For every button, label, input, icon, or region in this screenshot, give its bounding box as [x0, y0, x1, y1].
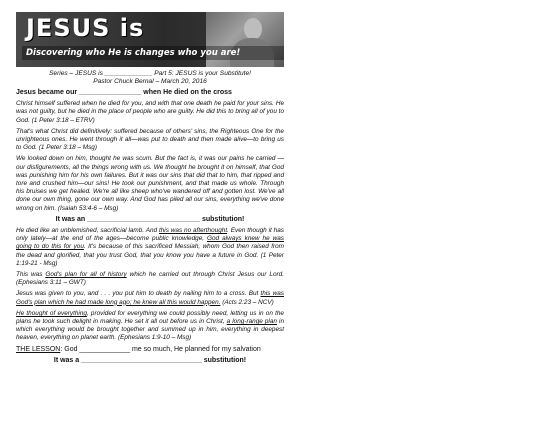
lesson-line: THE LESSON: God _____________ me so much, He planned for my salvation — [16, 345, 261, 353]
scripture-paragraph-2: That's what Christ did definitively: suffered because of others' sins, the Righteous One for the unrighteous ones. He went through it all—was put to death and then made alive—to bring us to God. (1 Peter 3:18 – Msg) — [16, 127, 284, 152]
fill-in-blank-2: It was a _______________________________ substitution! — [53, 356, 247, 364]
scripture-paragraph-5: This was God's plan for all of history which he carried out through Christ Jesus our Lord. (Ephesians 3:11 – GWT) — [16, 271, 284, 287]
lesson-label: THE LESSON — [16, 345, 61, 353]
banner-subtitle: Discovering who He is changes who you are! — [22, 46, 284, 60]
series-banner — [16, 12, 284, 67]
scripture-paragraph-7: He thought of everything, provided for everything we could possibly need, letting us in on the plans he took such delight in making. He set it all out before us in Christ, a long-range plan in which everything would be brought together and summed up in him, everything in deepest heaven, everything on planet earth. (Ephesians 1:9-10 – Msg) — [16, 309, 285, 342]
scripture-paragraph-1: Christ himself suffered when he died for you, and with that one death he paid for your sins. He was not guilty, but he died in the place of people who are guilty. He did this to bring all of you to God. (1 Peter 3:18 – ETRV) — [16, 100, 284, 124]
section-heading: Jesus became our ________________ when He died on the cross — [16, 89, 232, 96]
sermon-notes — [16, 70, 284, 365]
fill-in-blank-1: It was an _____________________________ substitution! — [55, 215, 245, 223]
scripture-paragraph-4: He died like an unblemished, sacrificial lamb. And this was no afterthought. Even though it has only lately—at the end of the ages—become public knowledge, God always knew he was going to do this for you. It's because of this sacrificed Messiah, whom God then raised from the dead and glorified, that you trust God, that you know you have a future in God. (1 Peter 1:19-21 - Msg) — [16, 227, 284, 267]
banner-title: JESUS is — [26, 14, 145, 42]
scripture-paragraph-3: We looked down on him, thought he was scum. But the fact is, it was our pains he carried — our disfigurements, all the things wrong with us. We thought he brought it on himself, that God was punishing him for his own failures. But it was our sins that did that to him, that ripped and tore and crushed him—our sins! He took our punishment, and that made us whole. Through his bruises we get healed. We're all like sheep who've wandered off and gotten lost. We've all done our own thing, gone our own way. And God has piled all our sins, everything we've done wrong on him. (Isaiah 53:4-6 – Msg) — [16, 155, 284, 212]
pastor-line: Pastor Chuck Bernal – March 20, 2016 — [93, 78, 207, 85]
series-line: Series – JESUS is _____________ Part 5: JESUS is your Substitute! — [49, 70, 251, 77]
scripture-paragraph-6: Jesus was given to you, and . . . you put him to death by nailing him to a cross. But this was God's plan which he had made long ago; he knew all this would happen. (Acts 2:23 – NCV) — [16, 290, 284, 306]
